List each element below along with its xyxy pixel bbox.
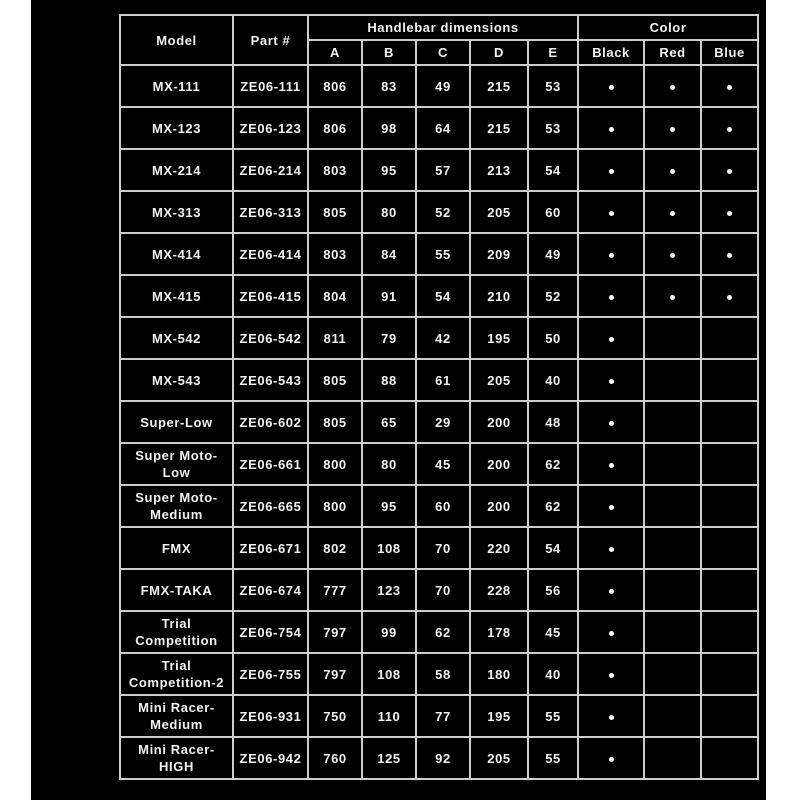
table-body: [120, 65, 758, 779]
dim-b-cell: 95: [362, 149, 416, 191]
col-header-color-black: Black: [578, 40, 644, 65]
part-number-cell: ZE06-414: [233, 233, 308, 275]
dim-d-cell: 228: [470, 569, 528, 611]
color-blue-cell: [701, 65, 758, 107]
dim-a-cell: 803: [308, 149, 362, 191]
dim-c-cell: 77: [416, 695, 470, 737]
color-red-cell: [644, 317, 701, 359]
dim-d-cell: 195: [470, 695, 528, 737]
color-blue-cell: [701, 275, 758, 317]
availability-dot-icon: [609, 589, 614, 594]
color-black-cell: [578, 317, 644, 359]
dim-a-cell: 805: [308, 191, 362, 233]
model-cell: Mini Racer-Medium: [120, 695, 233, 737]
color-black-cell: [578, 233, 644, 275]
availability-dot-icon: [727, 127, 732, 132]
color-blue-cell: [701, 653, 758, 695]
color-blue-cell: [701, 695, 758, 737]
col-header-color-red: Red: [644, 40, 701, 65]
dim-c-cell: 62: [416, 611, 470, 653]
color-red-cell: [644, 443, 701, 485]
dim-a-cell: 800: [308, 485, 362, 527]
availability-dot-icon: [727, 211, 732, 216]
color-blue-cell: [701, 233, 758, 275]
model-cell: MX-542: [120, 317, 233, 359]
dim-e-cell: 48: [528, 401, 578, 443]
dim-a-cell: 750: [308, 695, 362, 737]
color-black-cell: [578, 695, 644, 737]
availability-dot-icon: [609, 295, 614, 300]
table-row: [120, 191, 758, 233]
dim-c-cell: 49: [416, 65, 470, 107]
dim-b-cell: 108: [362, 653, 416, 695]
dim-e-cell: 52: [528, 275, 578, 317]
dim-d-cell: 220: [470, 527, 528, 569]
dim-b-cell: 80: [362, 191, 416, 233]
part-number-cell: ZE06-543: [233, 359, 308, 401]
dim-c-cell: 54: [416, 275, 470, 317]
dim-d-cell: 200: [470, 401, 528, 443]
dim-d-cell: 200: [470, 485, 528, 527]
availability-dot-icon: [670, 211, 675, 216]
dim-c-cell: 92: [416, 737, 470, 779]
dim-a-cell: 805: [308, 359, 362, 401]
group-header-color: Color: [578, 15, 758, 40]
dim-e-cell: 53: [528, 65, 578, 107]
dim-c-cell: 70: [416, 527, 470, 569]
part-number-cell: ZE06-415: [233, 275, 308, 317]
dim-a-cell: 803: [308, 233, 362, 275]
dim-d-cell: 200: [470, 443, 528, 485]
dim-b-cell: 95: [362, 485, 416, 527]
availability-dot-icon: [609, 421, 614, 426]
part-number-cell: ZE06-313: [233, 191, 308, 233]
availability-dot-icon: [727, 169, 732, 174]
color-red-cell: [644, 737, 701, 779]
color-red-cell: [644, 233, 701, 275]
table-row: [120, 275, 758, 317]
availability-dot-icon: [609, 127, 614, 132]
dim-d-cell: 215: [470, 65, 528, 107]
dim-d-cell: 180: [470, 653, 528, 695]
dim-c-cell: 64: [416, 107, 470, 149]
dim-e-cell: 55: [528, 695, 578, 737]
color-red-cell: [644, 611, 701, 653]
table-row: [120, 695, 758, 737]
table-row: [120, 401, 758, 443]
availability-dot-icon: [727, 253, 732, 258]
dim-a-cell: 802: [308, 527, 362, 569]
dim-a-cell: 804: [308, 275, 362, 317]
table-row: [120, 737, 758, 779]
dim-b-cell: 84: [362, 233, 416, 275]
color-blue-cell: [701, 107, 758, 149]
availability-dot-icon: [609, 379, 614, 384]
availability-dot-icon: [609, 169, 614, 174]
dim-e-cell: 45: [528, 611, 578, 653]
dim-a-cell: 797: [308, 653, 362, 695]
dim-a-cell: 797: [308, 611, 362, 653]
dim-b-cell: 125: [362, 737, 416, 779]
dim-d-cell: 195: [470, 317, 528, 359]
col-header-model: Model: [120, 15, 233, 65]
color-black-cell: [578, 485, 644, 527]
col-header-color-blue: Blue: [701, 40, 758, 65]
group-header-handlebar-dimensions: Handlebar dimensions: [308, 15, 578, 40]
dim-a-cell: 811: [308, 317, 362, 359]
dim-b-cell: 80: [362, 443, 416, 485]
color-red-cell: [644, 275, 701, 317]
dim-e-cell: 53: [528, 107, 578, 149]
dim-b-cell: 123: [362, 569, 416, 611]
dim-d-cell: 178: [470, 611, 528, 653]
dim-e-cell: 62: [528, 485, 578, 527]
color-black-cell: [578, 569, 644, 611]
color-black-cell: [578, 65, 644, 107]
availability-dot-icon: [609, 85, 614, 90]
part-number-cell: ZE06-931: [233, 695, 308, 737]
dim-c-cell: 57: [416, 149, 470, 191]
color-blue-cell: [701, 149, 758, 191]
table-row: [120, 611, 758, 653]
dim-d-cell: 209: [470, 233, 528, 275]
dim-e-cell: 40: [528, 653, 578, 695]
color-red-cell: [644, 653, 701, 695]
color-red-cell: [644, 485, 701, 527]
table-row: [120, 233, 758, 275]
dim-b-cell: 79: [362, 317, 416, 359]
part-number-cell: ZE06-111: [233, 65, 308, 107]
model-cell: MX-313: [120, 191, 233, 233]
dim-c-cell: 55: [416, 233, 470, 275]
dim-a-cell: 777: [308, 569, 362, 611]
model-cell: Super-Low: [120, 401, 233, 443]
col-header-part: Part #: [233, 15, 308, 65]
model-cell: MX-415: [120, 275, 233, 317]
dim-a-cell: 806: [308, 65, 362, 107]
catalog-page-background: [31, 0, 766, 800]
color-red-cell: [644, 149, 701, 191]
dim-c-cell: 58: [416, 653, 470, 695]
table-row: [120, 317, 758, 359]
part-number-cell: ZE06-123: [233, 107, 308, 149]
color-black-cell: [578, 611, 644, 653]
part-number-cell: ZE06-754: [233, 611, 308, 653]
dim-c-cell: 42: [416, 317, 470, 359]
model-cell: MX-214: [120, 149, 233, 191]
color-red-cell: [644, 359, 701, 401]
model-cell: Super Moto-Low: [120, 443, 233, 485]
dim-e-cell: 50: [528, 317, 578, 359]
color-blue-cell: [701, 401, 758, 443]
color-red-cell: [644, 401, 701, 443]
dim-e-cell: 49: [528, 233, 578, 275]
model-cell: MX-123: [120, 107, 233, 149]
color-black-cell: [578, 275, 644, 317]
color-blue-cell: [701, 191, 758, 233]
model-cell: FMX-TAKA: [120, 569, 233, 611]
part-number-cell: ZE06-661: [233, 443, 308, 485]
part-number-cell: ZE06-214: [233, 149, 308, 191]
dim-e-cell: 55: [528, 737, 578, 779]
dim-b-cell: 108: [362, 527, 416, 569]
availability-dot-icon: [609, 253, 614, 258]
handlebar-spec-table: [119, 14, 759, 780]
model-cell: MX-543: [120, 359, 233, 401]
dim-c-cell: 52: [416, 191, 470, 233]
dim-b-cell: 91: [362, 275, 416, 317]
color-blue-cell: [701, 527, 758, 569]
header-row-groups: [120, 15, 758, 40]
availability-dot-icon: [609, 631, 614, 636]
color-blue-cell: [701, 569, 758, 611]
table-row: [120, 443, 758, 485]
availability-dot-icon: [670, 295, 675, 300]
table-row: [120, 485, 758, 527]
dim-e-cell: 56: [528, 569, 578, 611]
table-row: [120, 359, 758, 401]
dim-c-cell: 29: [416, 401, 470, 443]
table-row: [120, 527, 758, 569]
color-red-cell: [644, 191, 701, 233]
part-number-cell: ZE06-942: [233, 737, 308, 779]
col-header-dim-c: C: [416, 40, 470, 65]
col-header-dim-b: B: [362, 40, 416, 65]
dim-c-cell: 70: [416, 569, 470, 611]
dim-c-cell: 60: [416, 485, 470, 527]
model-cell: Trial Competition: [120, 611, 233, 653]
dim-d-cell: 205: [470, 191, 528, 233]
model-cell: Super Moto-Medium: [120, 485, 233, 527]
dim-d-cell: 210: [470, 275, 528, 317]
dim-d-cell: 213: [470, 149, 528, 191]
model-cell: MX-414: [120, 233, 233, 275]
table-row: [120, 65, 758, 107]
table-row: [120, 107, 758, 149]
availability-dot-icon: [727, 295, 732, 300]
dim-b-cell: 99: [362, 611, 416, 653]
color-black-cell: [578, 191, 644, 233]
dim-b-cell: 110: [362, 695, 416, 737]
color-black-cell: [578, 359, 644, 401]
dim-e-cell: 60: [528, 191, 578, 233]
availability-dot-icon: [609, 211, 614, 216]
dim-b-cell: 65: [362, 401, 416, 443]
availability-dot-icon: [609, 547, 614, 552]
dim-c-cell: 61: [416, 359, 470, 401]
color-red-cell: [644, 569, 701, 611]
part-number-cell: ZE06-665: [233, 485, 308, 527]
model-cell: Trial Competition-2: [120, 653, 233, 695]
color-black-cell: [578, 107, 644, 149]
part-number-cell: ZE06-671: [233, 527, 308, 569]
part-number-cell: ZE06-542: [233, 317, 308, 359]
color-blue-cell: [701, 443, 758, 485]
dim-e-cell: 54: [528, 149, 578, 191]
dim-c-cell: 45: [416, 443, 470, 485]
color-blue-cell: [701, 359, 758, 401]
dim-d-cell: 205: [470, 737, 528, 779]
dim-b-cell: 83: [362, 65, 416, 107]
col-header-dim-e: E: [528, 40, 578, 65]
color-black-cell: [578, 149, 644, 191]
model-cell: Mini Racer-HIGH: [120, 737, 233, 779]
color-black-cell: [578, 527, 644, 569]
dim-a-cell: 805: [308, 401, 362, 443]
dim-a-cell: 800: [308, 443, 362, 485]
color-red-cell: [644, 107, 701, 149]
availability-dot-icon: [609, 463, 614, 468]
color-black-cell: [578, 401, 644, 443]
color-red-cell: [644, 527, 701, 569]
dim-e-cell: 54: [528, 527, 578, 569]
color-blue-cell: [701, 611, 758, 653]
dim-a-cell: 806: [308, 107, 362, 149]
color-black-cell: [578, 737, 644, 779]
availability-dot-icon: [670, 127, 675, 132]
color-black-cell: [578, 443, 644, 485]
dim-d-cell: 215: [470, 107, 528, 149]
col-header-dim-a: A: [308, 40, 362, 65]
table-header: [120, 15, 758, 65]
availability-dot-icon: [609, 673, 614, 678]
availability-dot-icon: [670, 169, 675, 174]
table-row: [120, 149, 758, 191]
color-blue-cell: [701, 737, 758, 779]
dim-e-cell: 40: [528, 359, 578, 401]
dim-a-cell: 760: [308, 737, 362, 779]
color-black-cell: [578, 653, 644, 695]
color-blue-cell: [701, 317, 758, 359]
availability-dot-icon: [609, 337, 614, 342]
color-red-cell: [644, 65, 701, 107]
table-row: [120, 569, 758, 611]
dim-b-cell: 88: [362, 359, 416, 401]
dim-e-cell: 62: [528, 443, 578, 485]
part-number-cell: ZE06-674: [233, 569, 308, 611]
color-blue-cell: [701, 485, 758, 527]
table-row: [120, 653, 758, 695]
col-header-dim-d: D: [470, 40, 528, 65]
availability-dot-icon: [609, 757, 614, 762]
dim-b-cell: 98: [362, 107, 416, 149]
availability-dot-icon: [727, 85, 732, 90]
dim-d-cell: 205: [470, 359, 528, 401]
part-number-cell: ZE06-602: [233, 401, 308, 443]
model-cell: MX-111: [120, 65, 233, 107]
availability-dot-icon: [609, 505, 614, 510]
color-red-cell: [644, 695, 701, 737]
model-cell: FMX: [120, 527, 233, 569]
part-number-cell: ZE06-755: [233, 653, 308, 695]
availability-dot-icon: [670, 253, 675, 258]
availability-dot-icon: [609, 715, 614, 720]
availability-dot-icon: [670, 85, 675, 90]
